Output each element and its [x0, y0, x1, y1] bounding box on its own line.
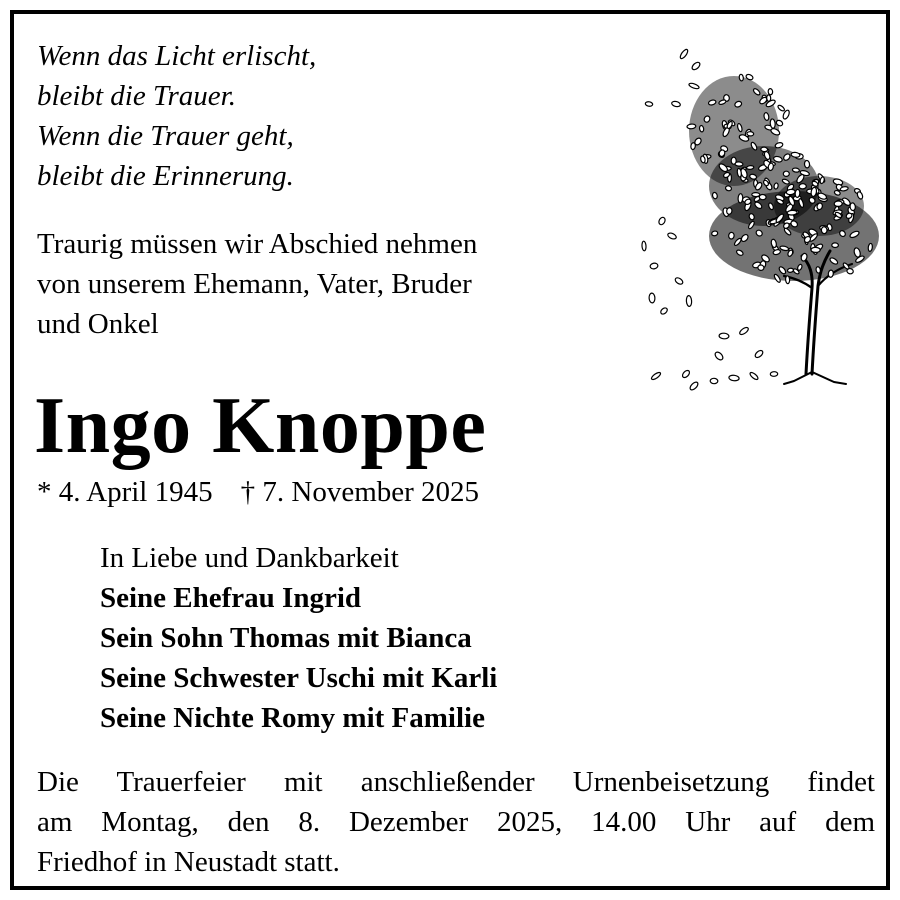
- mourner: Seine Schwester Uschi mit Karli: [100, 662, 498, 694]
- notice-line: am Montag, den 8. Dezember 2025, 14.00 Uhr auf dem: [37, 806, 875, 838]
- mourner: Seine Nichte Romy mit Familie: [100, 702, 485, 734]
- notice-line: Die Trauerfeier mit anschließender Urnenbeisetzung findet: [37, 766, 875, 798]
- funeral-notice: [37, 762, 875, 882]
- intro-text: [37, 224, 477, 344]
- mourner: Seine Ehefrau Ingrid: [100, 582, 362, 614]
- intro-line: von unserem Ehemann, Vater, Bruder: [37, 268, 472, 300]
- poem-line: Wenn das Licht erlischt,: [37, 40, 317, 72]
- life-dates: [37, 472, 479, 512]
- poem: [37, 36, 316, 196]
- mourners: [100, 538, 497, 738]
- deceased-name: Ingo Knoppe: [34, 382, 487, 470]
- mourner: Sein Sohn Thomas mit Bianca: [100, 622, 472, 654]
- obituary-frame: [10, 10, 890, 890]
- birth-date: * 4. April 1945: [37, 476, 213, 508]
- windblown-tree-icon: [634, 36, 884, 396]
- poem-line: bleibt die Trauer.: [37, 80, 236, 112]
- notice-line: Friedhof in Neustadt statt.: [37, 846, 340, 878]
- poem-line: bleibt die Erinnerung.: [37, 160, 294, 192]
- intro-line: und Onkel: [37, 308, 159, 340]
- poem-line: Wenn die Trauer geht,: [37, 120, 294, 152]
- intro-line: Traurig müssen wir Abschied nehmen: [37, 228, 478, 260]
- mourners-intro: In Liebe und Dankbarkeit: [100, 542, 399, 574]
- death-date: † 7. November 2025: [240, 476, 480, 508]
